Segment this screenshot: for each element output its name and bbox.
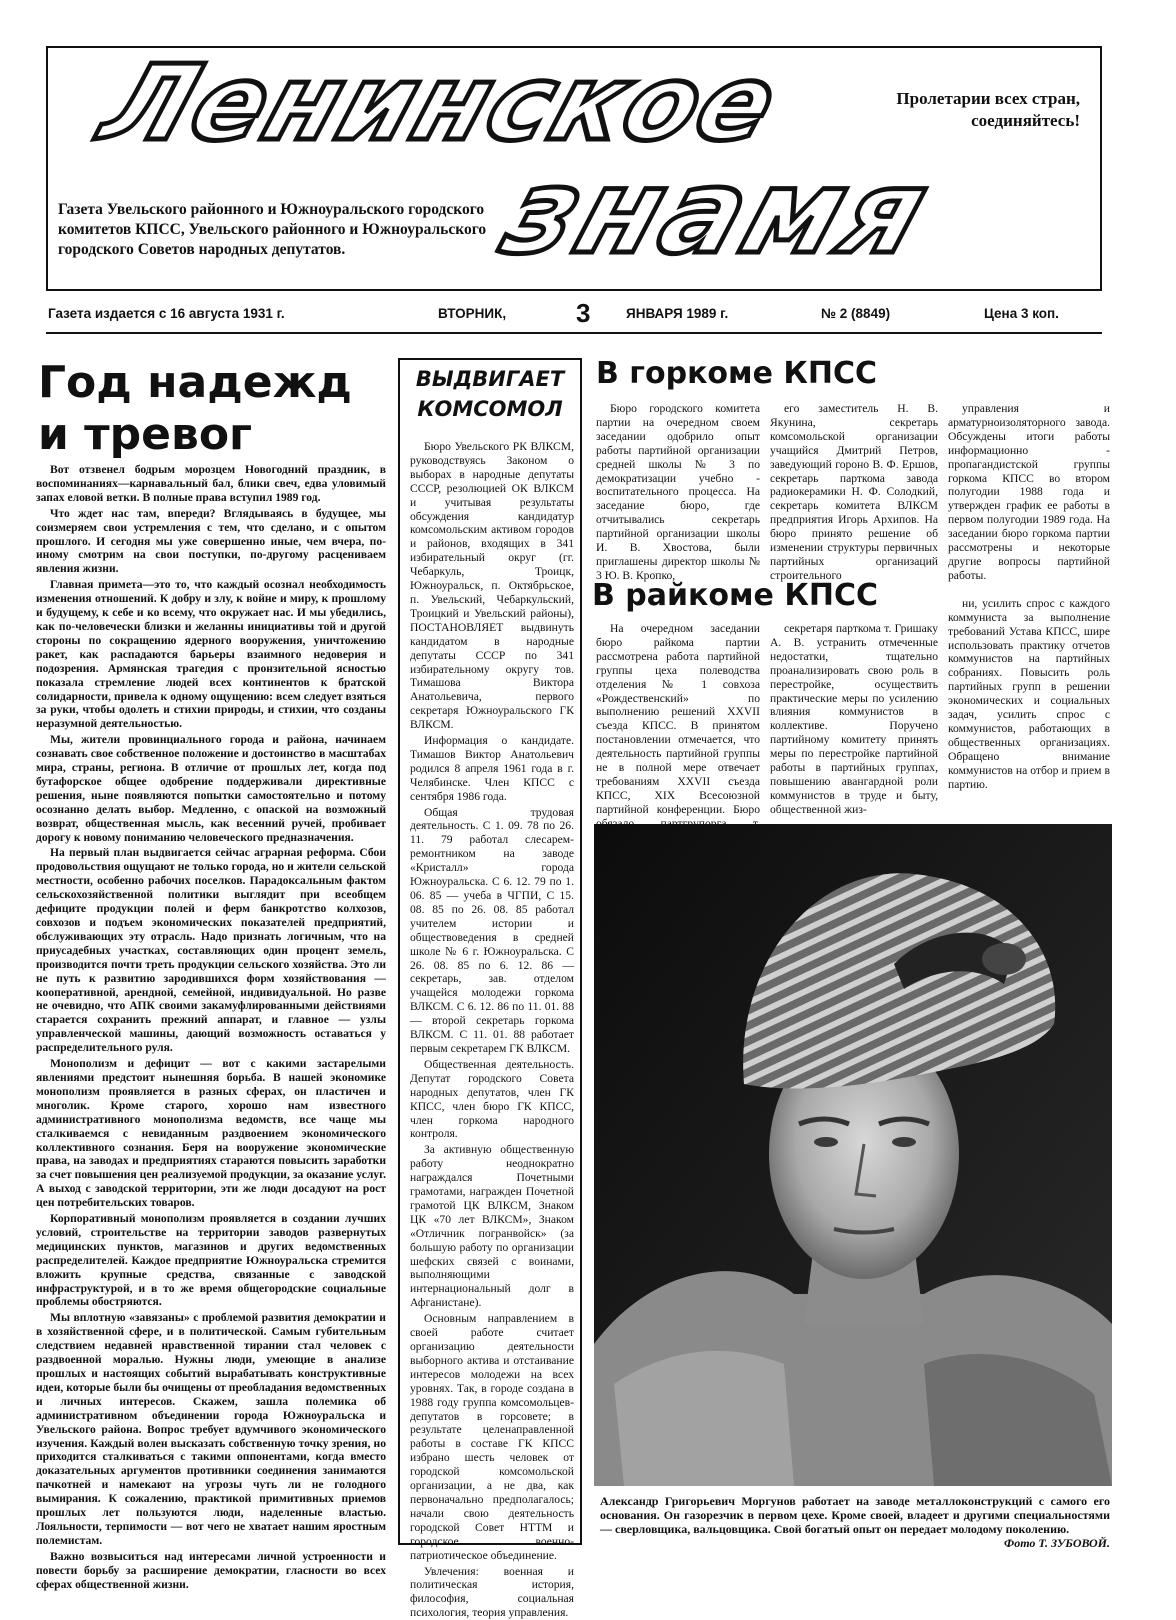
gorkom-column-3 [948, 402, 1110, 812]
portrait-photo [594, 824, 1112, 1486]
paragraph: Главная примета—это то, что каждый осознал необходимость изменения отношений. К добру и злу, к войне и миру, к прошлому и будущему, к себе и ко всему, что окружает нас. И мы убедились, как по-человечески близки и желанны инициативы той и другой стороны по сокращению ядерного вооружения, уничтожению ракет, как распадаются барьеры взаимного недоверия и подозрения. Армянская трагедия с пронзительной ясностью показала стремление людей всех континентов к братской солидарности, привела к одному ощущению: всем следует взяться за руки, чтобы одолеть и стихии природы, и стихии, что созданы неразумной деятельностью. [36, 578, 386, 731]
paragraph: Важно возвыситься над интересами личной устроенности и повести борьбу за расширение демократии, гласности во всех сферах общественной жизни. [36, 1550, 386, 1592]
photo-credit: Фото Т. ЗУБОВОЙ. [600, 1536, 1110, 1550]
paragraph: Мы, жители провинциального города и района, начинаем сознавать свое собственное положение и достоинство в масштабах мира, страны, региона. В отличие от прошлых лет, когда под бутафорское общее одобрение поддерживали директивные решения, ныне появляются попытки самостоятельно и потому осознанно делать выбор. Медленно, с опаской на возможный возврат, общественная мысль, как весенний ручей, пробивает дорогу к новому пониманию человеческого предназначения. [36, 733, 386, 844]
month-year: ЯНВАРЯ 1989 г. [626, 306, 728, 321]
paragraph: За активную общественную работу неоднократно награждался Почетными грамотами, награжден Почетной грамотой ЦК ВЛКСМ, Знаком ЦК «70 лет ВЛКСМ», Знаком «Отличник погранвойск» (за большую работу по организации шефских связей с воинами, выполняющими интернациональный долг в Афганистане). [410, 1143, 574, 1310]
komsomol-title: ВЫДВИГАЕТ КОМСОМОЛ [402, 364, 578, 424]
founded-date: Газета издается с 16 августа 1931 г. [48, 306, 285, 321]
weekday: ВТОРНИК, [438, 306, 506, 321]
newspaper-title-line2: знамя [489, 148, 1051, 278]
photo-caption [600, 1494, 1110, 1550]
issue-info-line [46, 302, 1102, 326]
paragraph: управления и арматурноизоляторного завода. Обсуждены итоги работы информационно - пропагандистской группы горкома КПСС во втором полугодии 1988 года и утвержден график ее работы в первом полугодии 1989 года. На заседании бюро горкома партии рассмотрены и некоторые другие вопросы партийной работы. [948, 402, 1110, 583]
paragraph: Общественная деятельность. Депутат городского Совета народных депутатов, член ГК КПСС, член бюро ГК КПСС, член горкома народного контроля. [410, 1058, 574, 1141]
paragraph: Монополизм и дефицит — вот с какими застарелыми явлениями предстоит нынешняя борьба. В нашей экономике монополизм проявляется в разных сферах, он пластичен и многолик. Кроме старого, хорошо нам известного административного монополизма ведомств, все чаще мы сталкиваемся с невиданным раздвоением экономического коллективного сознания. Беря на вооружение экономические права, на заводах и предприятиях стараются повысить заработки за счет повышения цен реализуемой продукции, за оказание услуг. А выход с заводской территории, эти же люди досадуют на рост цен потребительских товаров. [36, 1057, 386, 1210]
paragraph: Корпоративный монополизм проявляется в создании лучших условий, строительстве на территории заводов развернутых медицинских пунктов, магазинов и других ведомственных распределителей. Каждое предприятие Южноуральска стремится вложить крупные средства, связанные с заводской инфраструктурой, и в то же время общегородские социальные проблемы обостряются. [36, 1212, 386, 1309]
paragraph: На первый план выдвигается сейчас аграрная реформа. Сбои продовольствия ощущают не только города, но и жители сельской местности, особенно рабочих поселков. Парадоксальным фактом сельскохозяйственной политики выглядит при всеобщем дефиците продукции полей и ферм банкротство колхозов, совхозов и подъем экономических показателей предприятий, обслуживающих эту отрасль. Надо признать логичным, что на приусадебных участках, составляющих один процент земель, производится почти треть продукции сельского хозяйства. Это ли не путь к развитию зародившихся форм хозяйствования — кооперативной, арендной, семейной, индивидуальной. Но разве не очевидно, что АПК своими закамуфлированными действиями старается сохранить прежний аппарат, и главное — узлы управленческой машины, дающий возможность оставаться у распределительного руля. [36, 846, 386, 1055]
paragraph: ни, усилить спрос с каждого коммуниста за выполнение требований Устава КПСС, шире использовать практику отчетов коммунистов на партийных собраниях. Повысить роль партийных групп в решении экономических и социальных задач, усилить спрос с коммунистов, работающих в общественных организациях. Обращено внимание коммунистов на отбор и прием в партию. [948, 597, 1110, 792]
komsomol-body [410, 440, 574, 1540]
paragraph: секретаря парткома т. Гришаку А. В. устранить отмеченные недостатки, тщательно проанализировать свою роль в перестройке, осуществить практические меры по усилению влияния коммунистов в коллективе. Поручено партийному комитету принять меры по перестройке партийной работы в партийных группах, повышению авангардной роли коммунистов в труде и быту, общественной жиз- [770, 622, 938, 817]
portrait-illustration [594, 824, 1112, 1486]
paragraph: Увлечения: военная и политическая история, философия, социальная психология, теория управления. [410, 1565, 574, 1620]
caption-text: Александр Григорьевич Моргунов работает на заводе металлоконструкций с самого его основания. Он газорезчик в первом цехе. Кроме своей, владеет и другими специальностями — сверловщика, вальцовщика. Свой богатый опыт он передает молодому поколению. [600, 1494, 1110, 1536]
main-article-body [36, 463, 386, 1553]
newspaper-title-line1: Ленинское [90, 48, 886, 158]
motto: Пролетарии всех стран, соединяйтесь! [850, 88, 1080, 132]
main-headline: Год надежд и тревог [38, 357, 398, 461]
paragraph: Бюро Увельского РК ВЛКСМ, руководствуясь Законом о выборах в народные депутаты СССР, резолюцией ОК ВЛКСМ и учитывая результаты обсуждения кандидатур комсомольским активом городов и районов, входящих в 341 избирательный округ (гг. Чебаркуль, Троицк, Южноуральск, п. Октябрьское, п. Увельский, Чебаркульский, Троицкий и Увельский районы), ПОСТАНОВЛЯЕТ выдвинуть кандидатом в народные депутаты СССР по 341 избирательному округу тов. Тимашова Виктора Анатольевича, первого секретаря Южноуральского ГК ВЛКСМ. [410, 440, 574, 732]
paragraph: Бюро городского комитета партии на очередном своем заседании одобрило опыт работы партийной организации средней школы № 3 по демократизации учебно - воспитательного процесса. На заседание бюро, где отчитывались секретарь партийной организации школы И. В. Хвостова, были приглашены директор школы № 3 Ю. В. Кропко, [596, 402, 760, 583]
paragraph: Вот отзвенел бодрым морозцем Новогодний праздник, в воспоминаниях—карнавальный бал, блики свеч, едва уловимый запах еловой ветки. В полные права вступил 1989 год. [36, 463, 386, 505]
issue-number: № 2 (8849) [821, 306, 890, 321]
gorkom-column-1 [596, 402, 760, 572]
masthead-rule [46, 332, 1102, 334]
day-number: 3 [576, 298, 590, 329]
raikom-column-1 [596, 622, 760, 818]
paragraph: Мы вплотную «завязаны» с проблемой развития демократии и в хозяйственной сфере, и в политической. Самым губительным следствием недавней нравственной тирании стал человек с раздвоенной моралью. Нужны люди, умеющие в анализе прошлых и настоящих событий вырабатывать конструктивные идеи, которые были бы очищены от преобладания ведомственных и личных интересов. Скажем, зашла полемика об административном объединении города Южноуральска и Увельского района. Вопрос требует вдумчивого экономического изучения. Каждый волен высказать собственную точку зрения, но приходится сталкиваться с такими оппонентами, когда вместо доказательных аргументов противники соединения занимаются пачкотней и намекают на угрозы чуть ли не голодного вымирания. К сожалению, практикой примитивных приемов прошлых лет пользуются люди, наделенные властью. Лояльности, терпимости — вот чего не хватает нашим яростным полемистам. [36, 1311, 386, 1547]
publisher-info: Газета Увельского районного и Южноуральского городского комитетов КПСС, Увельского районного и Южноуральского городского Советов народных депутатов. [58, 200, 508, 260]
paragraph: На очередном заседании бюро райкома партии рассмотрена работа партийной группы цеха полеводства отделения № 1 совхоза «Рождественский» по выполнению решений XXVII съезда КПСС. В принятом постановлении отмечается, что деятельность партийной группы не в полной мере отвечает требованиям XXVII съезда КПСС, XIX Всесоюзной партийной конференции. Бюро [596, 622, 760, 845]
paragraph: Основным направлением в своей работе считает организацию деятельности выборного актива и отстаивание интересов молодежи на всех уровнях. Так, в городе создана в 1988 году группа комсомольцев-депутатов в горсовете; в результате целенаправленной работы в составе ГК КПСС избрано шесть человек от городской комсомольской организации, а не два, как первоначально предполагалось; начали свою деятельность городской Совет НТТМ и городское военно-патриотическое объединение. [410, 1312, 574, 1562]
paragraph: Что ждет нас там, впереди? Вглядываясь в будущее, мы соизмеряем свои устремления с тем, что сделано, и с опытом прошлого. И сегодня мы уже совершенно иные, чем вчера, по-иному смотрим на свои поступки, по-другому расцениваем явления жизни. [36, 507, 386, 577]
gorkom-headline: В горкоме КПСС [596, 356, 877, 392]
paragraph: Общая трудовая деятельность. С 1. 09. 78 по 26. 11. 79 работал слесарем-ремонтником на заводе «Кристалл» города Южноуральска. С 6. 12. 79 по 1. 06. 85 — учеба в ЧГПИ, С 15. 08. 85 по 26. 08. 85 работал учителем истории и обществоведения в средней школе № 6 г. Южноуральска. С 26. 08. 85 по 6. 12. 86 —секретарь, зав. отделом учащейся молодежи горкома ВЛКСМ. С 6. 12. 86 по 11. 01. 88— второй секретарь горкома ВЛКСМ. С 11. 01. 88 работает первым секретарем ГК ВЛКСМ. [410, 806, 574, 1056]
price: Цена 3 коп. [984, 306, 1059, 321]
gorkom-column-2 [770, 402, 938, 572]
paragraph: его заместитель Н. В. Якунина, секретарь комсомольской организации учащийся Дмитрий Петров, заведующий гороно В. Ф. Ершов, секретарь парткома завода радиокерамики Н. Ф. Солодкий, секретарь комитета ВЛКСМ предприятия Игорь Архипов. На бюро принято решение об изменении структуры первичных партийных организаций строительного [770, 402, 938, 583]
paragraph: Информация о кандидате. Тимашов Виктор Анатольевич родился 8 апреля 1961 года в г. Челябинске. Член КПСС с сентября 1986 года. [410, 734, 574, 804]
raikom-headline: В райкоме КПСС [592, 578, 878, 614]
raikom-column-2 [770, 622, 938, 818]
